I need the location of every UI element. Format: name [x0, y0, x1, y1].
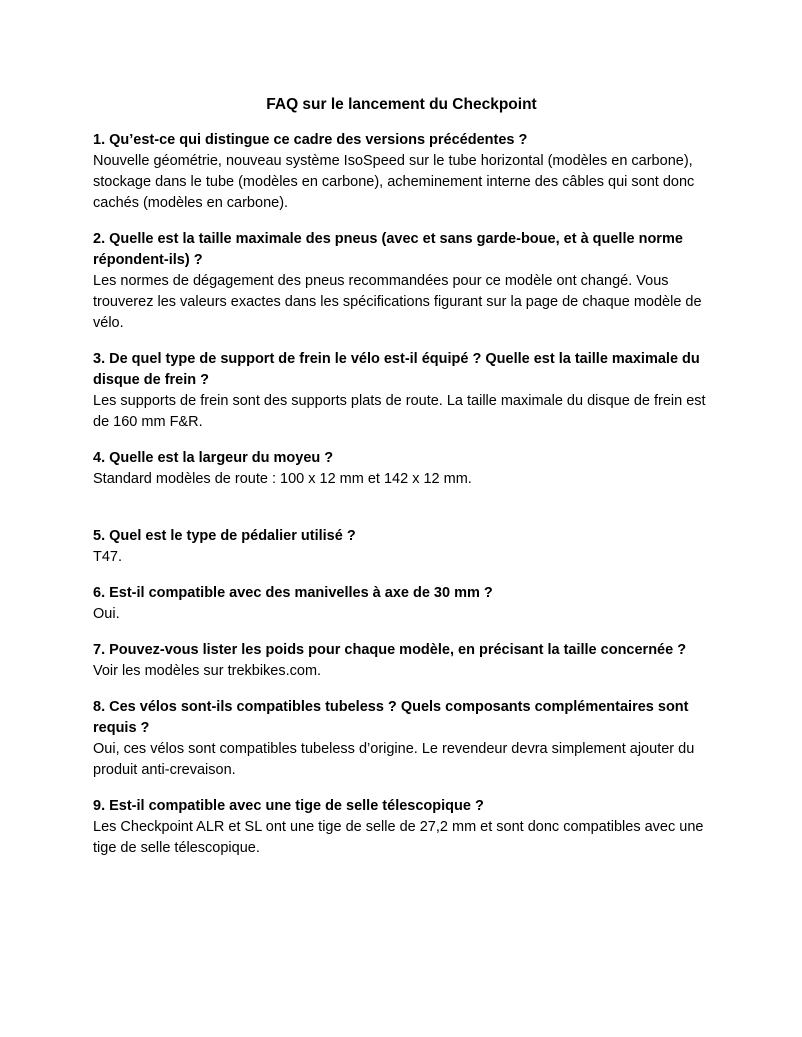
faq-answer: Voir les modèles sur trekbikes.com. — [93, 663, 322, 679]
faq-item — [93, 640, 710, 682]
faq-item — [93, 796, 710, 859]
faq-answer: Standard modèles de route : 100 x 12 mm et 142 x 12 mm. — [93, 471, 472, 487]
document-title: FAQ sur le lancement du Checkpoint — [266, 96, 537, 113]
faq-question: 8. Ces vélos sont-ils compatibles tubeless ? Quels composants complémentaires sont requis ? — [93, 699, 689, 736]
faq-answer: Les Checkpoint ALR et SL ont une tige de selle de 27,2 mm et sont donc compatibles avec une tige de selle télescopique. — [93, 819, 704, 856]
faq-question: 1. Qu’est-ce qui distingue ce cadre des versions précédentes ? — [93, 132, 528, 148]
faq-answer: Les normes de dégagement des pneus recommandées pour ce modèle ont changé. Vous trouverez les valeurs exactes dans les spécifications figurant sur la page de chaque modèle de vélo. — [93, 273, 702, 331]
faq-item — [93, 697, 710, 781]
faq-item — [93, 349, 710, 433]
faq-question: 6. Est-il compatible avec des manivelles à axe de 30 mm ? — [93, 585, 493, 601]
faq-question: 9. Est-il compatible avec une tige de selle télescopique ? — [93, 798, 484, 814]
faq-item — [93, 229, 710, 334]
faq-item — [93, 526, 710, 568]
faq-item — [93, 130, 710, 214]
faq-question: 5. Quel est le type de pédalier utilisé ? — [93, 528, 356, 544]
faq-question: 2. Quelle est la taille maximale des pneus (avec et sans garde-boue, et à quelle norme répondent-ils) ? — [93, 231, 683, 268]
faq-answer: Oui, ces vélos sont compatibles tubeless d’origine. Le revendeur devra simplement ajouter du produit anti-crevaison. — [93, 741, 695, 778]
faq-item — [93, 448, 710, 490]
faq-list — [93, 130, 710, 859]
faq-question: 7. Pouvez-vous lister les poids pour chaque modèle, en précisant la taille concernée ? — [93, 642, 687, 658]
faq-answer: T47. — [93, 549, 123, 565]
faq-answer: Nouvelle géométrie, nouveau système IsoSpeed sur le tube horizontal (modèles en carbone), stockage dans le tube (modèles en carbone), acheminement interne des câbles qui sont donc cachés (modèles en carbone). — [93, 153, 695, 211]
faq-question: 4. Quelle est la largeur du moyeu ? — [93, 450, 334, 466]
faq-answer: Oui. — [93, 606, 120, 622]
faq-item — [93, 583, 710, 625]
faq-question: 3. De quel type de support de frein le vélo est-il équipé ? Quelle est la taille maximale du disque de frein ? — [93, 351, 700, 388]
faq-answer: Les supports de frein sont des supports plats de route. La taille maximale du disque de frein est de 160 mm F&R. — [93, 393, 706, 430]
